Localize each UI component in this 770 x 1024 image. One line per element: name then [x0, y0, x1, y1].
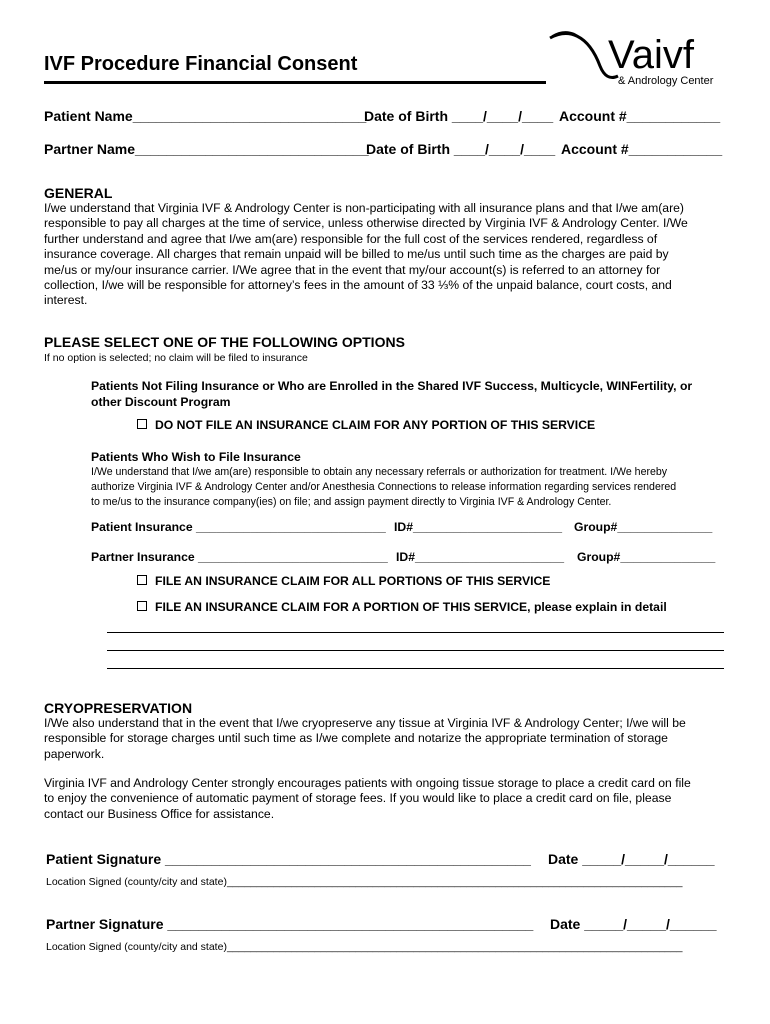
logo-wordmark: Vaivf [608, 33, 694, 77]
wish-file-line: authorize Virginia IVF & Andrology Center and/or Anesthesia Connections to release information regarding services rendered [91, 481, 677, 493]
file-all-label: FILE AN INSURANCE CLAIM FOR ALL PORTIONS OF THIS SERVICE [155, 574, 551, 588]
partner-name-field[interactable]: Partner Name______________________________ [44, 141, 369, 157]
general-line: me/us or my/our insurance carrier. I/We agree that in the event that my/our account(s) is referred to an attorney for [44, 262, 661, 277]
explanation-line-2[interactable] [107, 650, 724, 651]
partner-dob-field[interactable]: Date of Birth ____/____/____ [366, 141, 556, 157]
explanation-line-1[interactable] [107, 632, 724, 633]
do-not-file-option[interactable] [137, 418, 595, 432]
partner-location-field[interactable]: Location Signed (county/city and state)______________________________________________________________________________ [46, 941, 683, 953]
file-portion-checkbox[interactable] [137, 601, 147, 611]
general-line: insurance coverage. All charges that remain unpaid will be billed to me/us until such time as the charges are paid by [44, 247, 669, 262]
patient-insurance-id-field[interactable]: ID#______________________ [394, 520, 563, 534]
options-note: If no option is selected; no claim will be filed to insurance [44, 352, 308, 364]
general-line: responsible to pay all charges at the time of service, unless otherwise directed by Virginia IVF & Andrology Center. I/We [44, 216, 688, 231]
explanation-line-3[interactable] [107, 668, 724, 669]
general-paragraph [44, 201, 744, 309]
cryo-line: paperwork. [44, 746, 105, 761]
cryo-line: I/We also understand that in the event that I/we cryopreserve any tissue at Virginia IVF & Andrology Center; I/we will be [44, 716, 686, 730]
patient-signature-field[interactable]: Patient Signature _______________________________________________ [46, 851, 531, 867]
page-title: IVF Procedure Financial Consent [44, 53, 358, 75]
patient-name-field[interactable]: Patient Name______________________________ [44, 108, 367, 124]
cryo-paragraph-2 [44, 776, 744, 822]
cryo-line: contact our Business Office for assistance. [44, 806, 275, 821]
file-all-option[interactable] [137, 574, 550, 588]
file-portion-option[interactable] [137, 600, 667, 614]
general-line: I/we understand that Virginia IVF & Andrology Center is non-participating with all insurance plans and that I/we am(are) [44, 201, 684, 215]
wish-file-line: I/We understand that I/we am(are) responsible to obtain any necessary referrals or authorization for treatment. I/We hereby [91, 466, 668, 478]
wish-file-line: to me/us to the insurance company(ies) on file; and assign payment directly to Virginia IVF & Andrology Center. [91, 496, 612, 508]
patient-insurance-field[interactable]: Patient Insurance ____________________________ [91, 520, 386, 534]
patient-insurance-group-field[interactable]: Group#______________ [574, 520, 713, 534]
patient-account-field[interactable]: Account #____________ [559, 108, 721, 124]
not-filing-title: Patients Not Filing Insurance or Who are Enrolled in the Shared IVF Success, Multicycle, WINFertility, or [91, 379, 693, 393]
wish-file-title: Patients Who Wish to File Insurance [91, 450, 301, 464]
not-filing-title-cont: other Discount Program [91, 395, 231, 409]
patient-date-field[interactable]: Date _____/_____/______ [548, 851, 715, 867]
partner-insurance-id-field[interactable]: ID#______________________ [396, 550, 565, 564]
patient-dob-field[interactable]: Date of Birth ____/____/____ [364, 108, 554, 124]
cryo-line: to enjoy the convenience of automatic payment of storage fees. If you would like to place a credit card on file, please [44, 791, 672, 806]
partner-signature-field[interactable]: Partner Signature _______________________________________________ [46, 916, 534, 932]
do-not-file-label: DO NOT FILE AN INSURANCE CLAIM FOR ANY PORTION OF THIS SERVICE [155, 418, 596, 432]
partner-date-field[interactable]: Date _____/_____/______ [550, 916, 717, 932]
partner-account-field[interactable]: Account #____________ [561, 141, 723, 157]
do-not-file-checkbox[interactable] [137, 419, 147, 429]
wish-file-paragraph [91, 465, 676, 510]
patient-location-field[interactable]: Location Signed (county/city and state)______________________________________________________________________________ [46, 876, 683, 888]
cryo-paragraph-1 [44, 716, 744, 762]
file-portion-label: FILE AN INSURANCE CLAIM FOR A PORTION OF THIS SERVICE, please explain in detail [155, 600, 667, 614]
partner-insurance-group-field[interactable]: Group#______________ [577, 550, 716, 564]
cryo-line: Virginia IVF and Andrology Center strongly encourages patients with ongoing tissue storage to place a credit card on file [44, 776, 691, 790]
general-line: further understand and agree that I/we am(are) responsible for the full cost of the services rendered, regardless of [44, 231, 658, 246]
cryo-line: responsible for storage charges until such time as I/we complete and notarize the appropriate termination of storage [44, 731, 668, 746]
clinic-logo [548, 26, 728, 88]
partner-insurance-field[interactable]: Partner Insurance ____________________________ [91, 550, 388, 564]
general-line: interest. [44, 293, 88, 308]
title-divider [44, 81, 546, 84]
options-heading: PLEASE SELECT ONE OF THE FOLLOWING OPTIONS [44, 334, 405, 350]
general-heading: GENERAL [44, 185, 113, 201]
general-line: collection, I/we will be responsible for attorney’s fees in the amount of 33 ⅓% of the unpaid balance, court costs, and [44, 278, 672, 293]
logo-tagline: & Andrology Center [618, 75, 714, 87]
file-all-checkbox[interactable] [137, 575, 147, 585]
cryo-heading: CRYOPRESERVATION [44, 700, 193, 716]
